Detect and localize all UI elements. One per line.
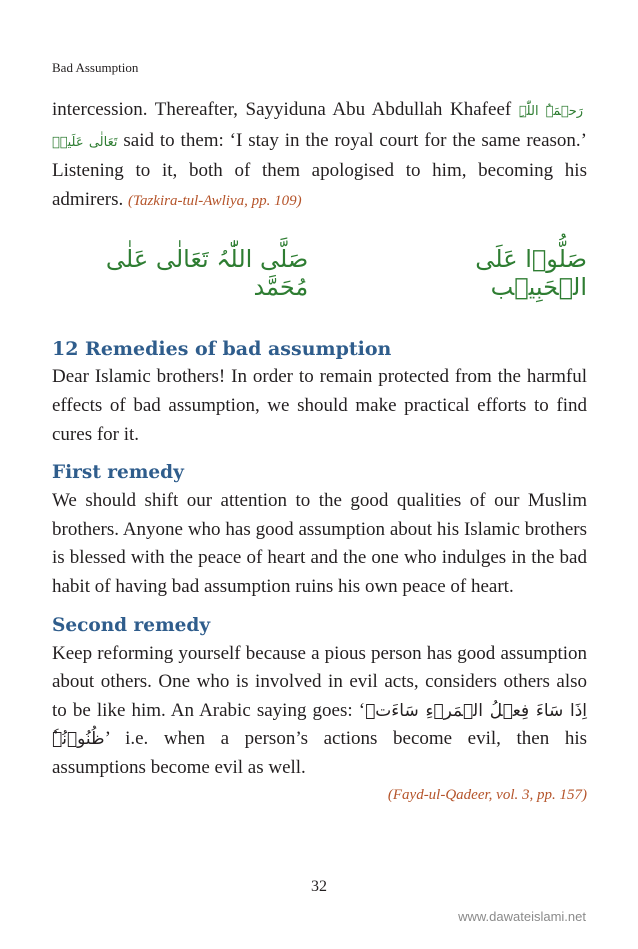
page-content (52, 96, 587, 804)
intro-text-2: said to them: ‘I stay in the royal court for the same reason.’ Listening to it, both of them apologised to him, becoming his admirers. (52, 129, 587, 210)
intro-text-1: intercession. Thereafter, Sayyiduna Abu Abdullah Khafeef (52, 99, 512, 120)
honorific-arabic: رَحۡمَۃُ اللّٰہِ تَعَالٰی عَلَیۡہ (52, 104, 584, 150)
section-heading: 12 Remedies of bad assumption (52, 338, 392, 361)
first-remedy-heading: First remedy (52, 462, 184, 484)
running-header: Bad Assumption (52, 60, 139, 75)
first-remedy-text: We should shift our attention to the good qualities of our Muslim brothers. Anyone who has good assumption about his Islamic brothers is blessed with the peace of heart and the one who indulges in the bad habit of having bad assumption ruins his own peace of heart. (52, 490, 587, 597)
second-remedy-text-2: i.e. when a person’s actions become evil, then his assumptions become evil as well. (52, 728, 587, 778)
section-intro: Dear Islamic brothers! In order to remain protected from the harmful effects of bad assumption, we should make practical efforts to find cures for it. (52, 366, 587, 445)
salat-part-2: صَلَّی اللّٰہُ تَعَالٰی عَلٰی مُحَمَّد (105, 245, 309, 302)
intro-paragraph (52, 96, 587, 215)
salat-line (52, 245, 587, 301)
second-remedy-paragraph (52, 640, 587, 783)
quote-close: ’ (104, 728, 111, 750)
second-remedy-text-1: Keep reforming yourself because a pious person has good assumption about others. One who is involved in evil acts, considers others also to be like him. An Arabic saying goes: (52, 642, 587, 721)
intro-citation: (Tazkira-tul-Awliya, pp. 109) (127, 192, 302, 209)
second-remedy-heading: Second remedy (52, 614, 211, 636)
second-remedy-reference: (Fayd-ul-Qadeer, vol. 3, pp. 157) (387, 786, 587, 803)
arabic-saying: اِذَا سَاءَ فِعۡلُ الۡمَرۡءِ سَاءَتۡ ظُنُوۡنُہٗ (52, 700, 588, 750)
quote-open: ‘ (358, 699, 366, 721)
website-link[interactable]: www.dawateislami.net (458, 909, 586, 924)
salat-part-1: صَلُّوۡا عَلَی الۡحَبِیۡب (475, 245, 587, 302)
page-number: 32 (311, 878, 327, 895)
